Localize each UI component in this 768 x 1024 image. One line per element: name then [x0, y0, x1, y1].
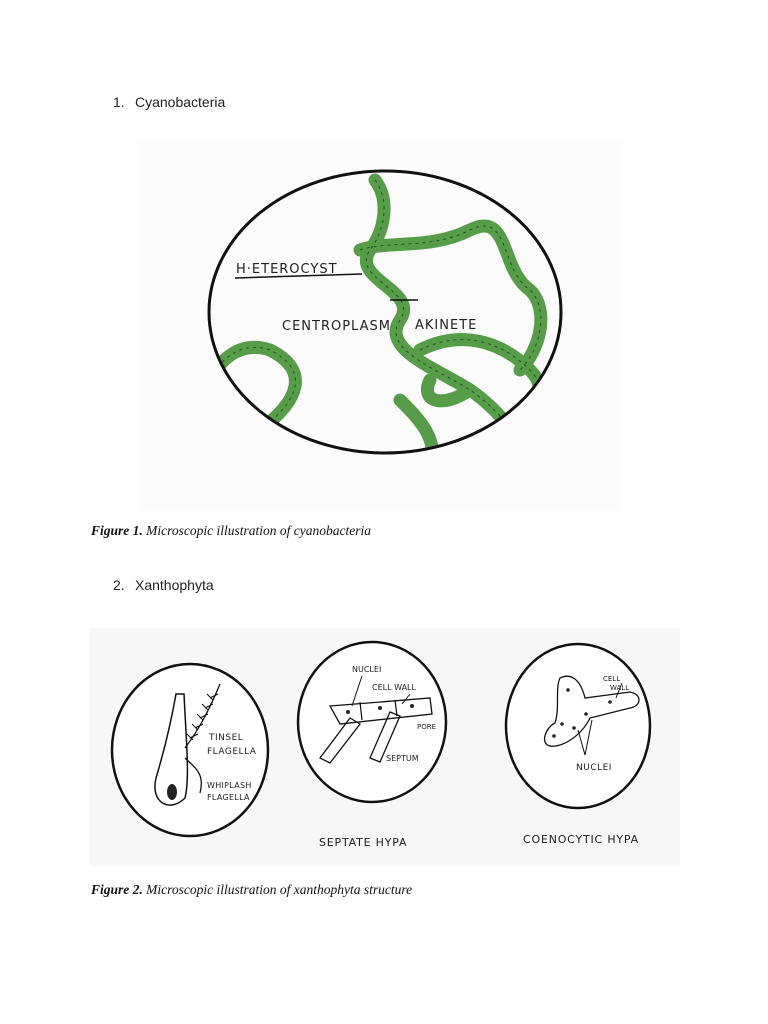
- label-tinsel-flagella: FLAGELLA: [207, 747, 257, 757]
- flagellated-cell-diagram: [112, 664, 268, 836]
- section-title: Cyanobacteria: [135, 94, 226, 110]
- section-heading-xanthophyta: [113, 577, 214, 593]
- label-whiplash-flagella: FLAGELLA: [207, 793, 250, 802]
- label-wall: WALL: [610, 684, 630, 692]
- label-cell: CELL: [603, 675, 621, 683]
- label-nuclei-right: NUCLEI: [576, 763, 612, 773]
- label-centroplasm: CENTROPLASM: [282, 319, 391, 334]
- label-pore: PORE: [417, 723, 437, 731]
- figure-1-caption: [91, 523, 371, 539]
- figure-2-caption: [91, 882, 412, 898]
- caption-text: Microscopic illustration of xanthophyta structure: [142, 882, 413, 897]
- caption-label: Figure 1.: [91, 523, 143, 538]
- label-heterocyst: H·ETEROCYST: [236, 262, 338, 277]
- cyanobacteria-illustration: [140, 140, 620, 510]
- caption-coenocytic-hypa: COENOCYTIC HYPA: [523, 833, 639, 846]
- xanthophyta-illustration: [90, 628, 680, 866]
- label-nuclei: NUCLEI: [352, 665, 382, 674]
- label-akinete: AKINETE: [415, 318, 478, 333]
- label-septum: SEPTUM: [386, 754, 419, 763]
- section-title: Xanthophyta: [135, 577, 214, 593]
- label-tinsel: TINSEL: [209, 733, 244, 743]
- label-whiplash: WHIPLASH: [207, 781, 252, 790]
- list-number: 1.: [113, 94, 125, 110]
- caption-text: Microscopic illustration of cyanobacteria: [142, 523, 371, 538]
- caption-label: Figure 2.: [91, 882, 143, 897]
- label-cell-wall: CELL WALL: [372, 683, 416, 692]
- list-number: 2.: [113, 577, 125, 593]
- section-heading-cyanobacteria: [113, 94, 225, 110]
- caption-septate-hypa: SEPTATE HYPA: [319, 836, 408, 849]
